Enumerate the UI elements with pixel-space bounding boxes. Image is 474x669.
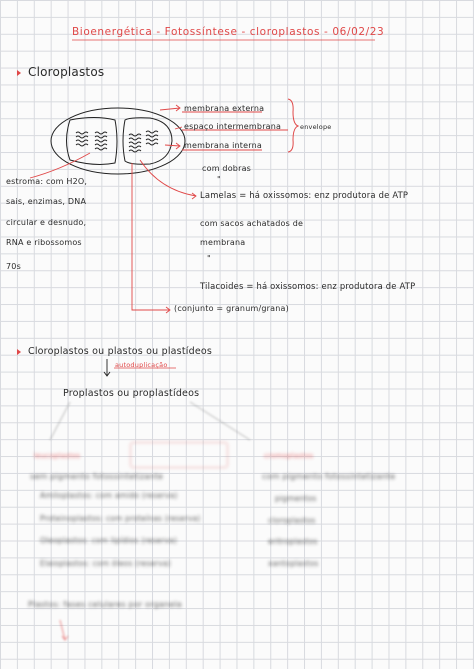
label-membrana-externa: membrana externa: [184, 104, 265, 113]
section-heading-plastos: Cloroplastos ou plastos ou plastídeos: [28, 346, 213, 357]
blurred-line: pigmentos: [275, 494, 317, 503]
blurred-line: leucoplastos: [34, 452, 81, 460]
blurred-line: cromoplastos: [264, 452, 314, 460]
blurred-line: xantoplastos: [268, 559, 319, 568]
blurred-line: Amiloplastos: com amido (reserva): [40, 491, 178, 500]
proplastos-text: Proplastos ou proplastídeos: [63, 388, 200, 399]
label-membrana-interna: membrana interna: [184, 141, 262, 150]
blurred-line: cloroplastos: [268, 516, 316, 525]
lamelas-text: Lamelas = há oxissomos: enz produtora de ATP: [200, 190, 409, 200]
com-dobras: com dobras: [202, 164, 252, 173]
estroma-line-4: RNA e ribossomos: [6, 238, 82, 247]
blurred-line: Elaioplastos: com óleos (reserva): [40, 559, 171, 568]
label-espaco-intermembrana: espaço intermembrana: [184, 122, 282, 131]
ditto-mark: ": [217, 175, 221, 184]
page-title: Bioenergética - Fotossíntese - cloroplastos - 06/02/23: [72, 26, 385, 38]
estroma-line-5: 70s: [6, 262, 21, 271]
estroma-line-1: estroma: com H2O,: [6, 177, 88, 186]
section-heading-cloroplastos: Cloroplastos: [28, 65, 105, 79]
ditto-mark-2: ": [207, 254, 211, 263]
blurred-line: sem pigmento fotossintetizante: [30, 472, 164, 481]
blurred-line: Oleoplastos: com lipídios (reserva): [40, 536, 178, 545]
blurred-line: Plastos: fases celulares por organela: [28, 600, 182, 609]
tilacoides-text: Tilacoides = há oxissomos: enz produtora de ATP: [200, 281, 416, 291]
conjunto-granum: (conjunto = granum/grana): [174, 304, 289, 313]
blurred-line: Proteinoplastos: com proteínas (reserva): [40, 514, 201, 523]
blurred-line: eritroplastos: [268, 537, 318, 546]
label-envelope: envelope: [300, 123, 332, 131]
blurred-box: [130, 442, 228, 468]
blurred-line: com pigmento fotossintetizante: [262, 472, 396, 481]
estroma-line-2: sais, enzimas, DNA: [6, 197, 87, 206]
estroma-line-3: circular e desnudo,: [6, 218, 87, 227]
com-sacos-line-2: membrana: [200, 238, 246, 247]
label-autoduplicacao: autoduplicação: [115, 361, 168, 369]
com-sacos-line-1: com sacos achatados de: [200, 219, 304, 228]
